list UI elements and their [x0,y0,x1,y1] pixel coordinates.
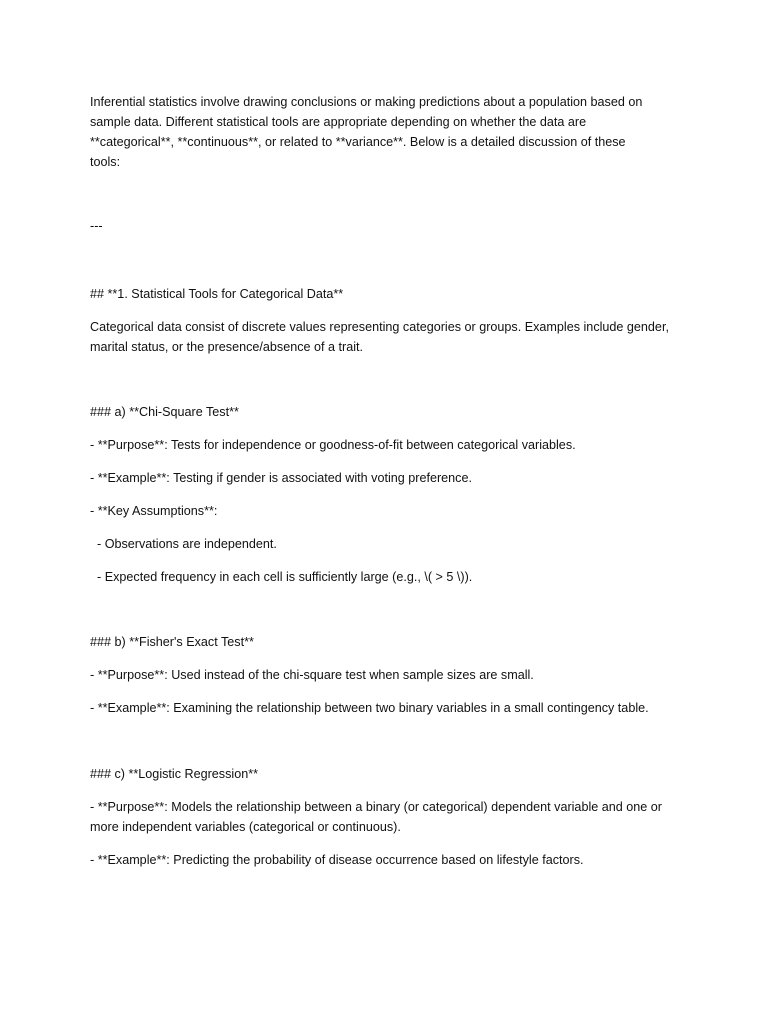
chi-square-assumptions: - **Key Assumptions**: [90,504,218,518]
logistic-purpose-line-2: more independent variables (categorical or continuous). [90,820,401,834]
fisher-example: - **Example**: Examining the relationship between two binary variables in a small contingency table. [90,701,649,715]
logistic-purpose-line-1: - **Purpose**: Models the relationship between a binary (or categorical) dependent variable and one or [90,800,662,814]
fisher-purpose: - **Purpose**: Used instead of the chi-square test when sample sizes are small. [90,668,534,682]
logistic-example: - **Example**: Predicting the probability of disease occurrence based on lifestyle factors. [90,853,584,867]
section-1-desc-line-2: marital status, or the presence/absence of a trait. [90,340,364,354]
separator: --- [90,219,103,233]
chi-square-assumption-1: - Observations are independent. [90,537,277,551]
chi-square-assumption-2: - Expected frequency in each cell is sufficiently large (e.g., \( > 5 \)). [90,570,473,584]
intro-line-3: **categorical**, **continuous**, or related to **variance**. Below is a detailed discussion of these [90,135,626,149]
section-1-desc-line-1: Categorical data consist of discrete values representing categories or groups. Examples include gender, [90,320,669,334]
intro-line-2: sample data. Different statistical tools are appropriate depending on whether the data are [90,115,587,129]
chi-square-example: - **Example**: Testing if gender is associated with voting preference. [90,471,472,485]
intro-line-1: Inferential statistics involve drawing conclusions or making predictions about a population based on [90,95,643,109]
intro-line-4: tools: [90,155,121,169]
fisher-heading: ### b) **Fisher's Exact Test** [90,635,254,649]
chi-square-heading: ### a) **Chi-Square Test** [90,405,239,419]
logistic-heading: ### c) **Logistic Regression** [90,767,259,781]
section-1-heading: ## **1. Statistical Tools for Categorical Data** [90,287,344,301]
chi-square-purpose: - **Purpose**: Tests for independence or goodness-of-fit between categorical variables. [90,438,576,452]
